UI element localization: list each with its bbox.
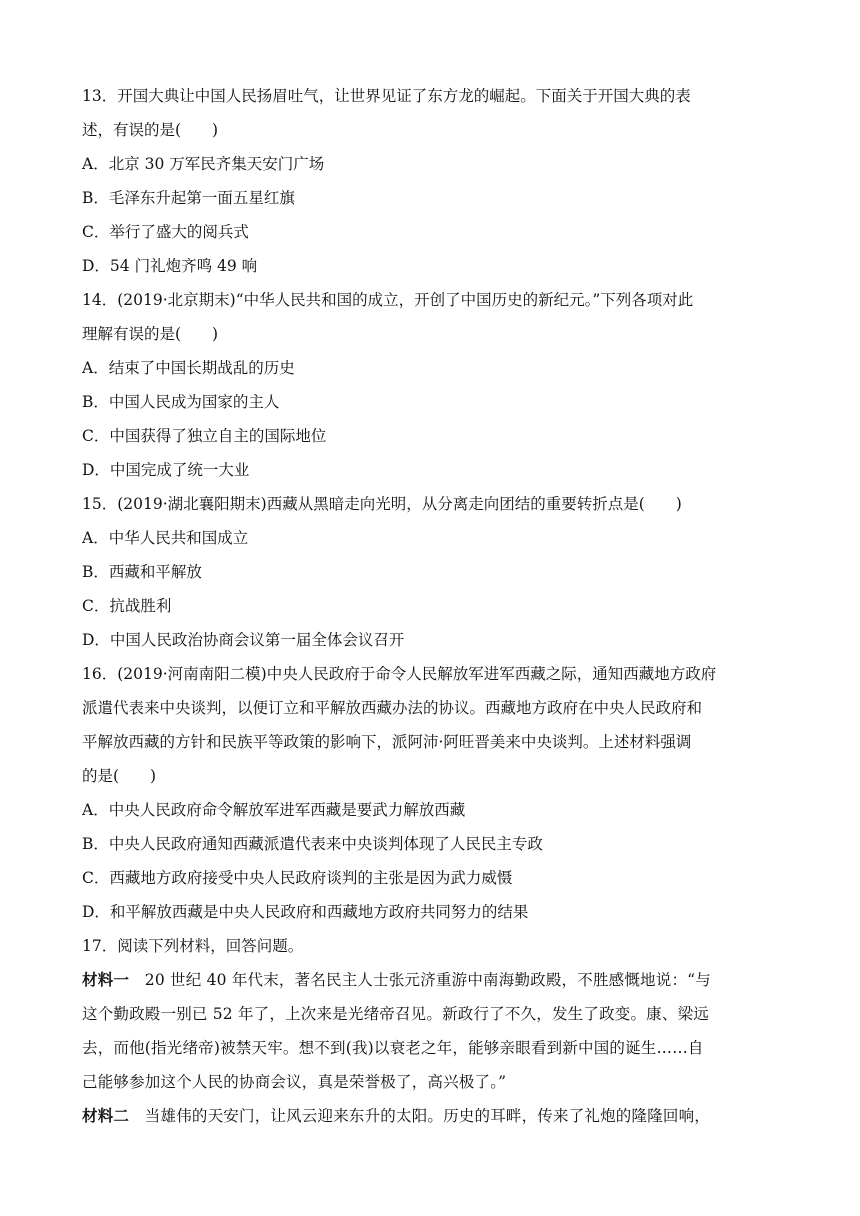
question-16-option-d: D．和平解放西藏是中央人民政府和西藏地方政府共同努力的结果 — [82, 903, 529, 921]
material-1-label: 材料一 — [82, 971, 130, 989]
material-1-line3: 去，而他(指光绪帝)被禁天牢。想不到(我)以衰老之年，能够亲眼看到新中国的诞生……自 — [82, 1039, 704, 1057]
question-15-option-c: C．抗战胜利 — [82, 597, 172, 615]
material-2-label: 材料二 — [82, 1107, 130, 1125]
question-16-option-b: B．中央人民政府通知西藏派遣代表来中央谈判体现了人民民主专政 — [82, 835, 543, 853]
question-16-stem-line4: 的是( ) — [82, 767, 157, 785]
question-14-stem-line1: 14．(2019·北京期末)“中华人民共和国的成立，开创了中国历史的新纪元。”下列各项对此 — [82, 291, 694, 309]
material-2-text-line1: 当雄伟的天安门，让风云迎来东升的太阳。历史的耳畔，传来了礼炮的隆隆回响， — [129, 1107, 711, 1125]
question-14-option-d: D．中国完成了统一大业 — [82, 461, 250, 479]
question-16-stem-line2: 派遣代表来中央谈判，以便订立和平解放西藏办法的协议。西藏地方政府在中央人民政府和 — [82, 699, 703, 717]
question-16-option-c: C．西藏地方政府接受中央人民政府谈判的主张是因为武力威慑 — [82, 869, 513, 887]
question-13-option-b: B．毛泽东升起第一面五星红旗 — [82, 189, 295, 207]
question-13-option-a: A．北京 30 万军民齐集天安门广场 — [82, 155, 325, 173]
question-16-stem-line3: 平解放西藏的方针和民族平等政策的影响下，派阿沛·阿旺晋美来中央谈判。上述材料强调 — [82, 733, 692, 751]
material-1-line2: 这个勤政殿一别已 52 年了，上次来是光绪帝召见。新政行了不久，发生了政变。康、梁远 — [82, 1005, 709, 1023]
material-1-text-line1: 20 世纪 40 年代末，著名民主人士张元济重游中南海勤政殿，不胜感慨地说：“与 — [129, 971, 711, 989]
question-17-stem: 17．阅读下列材料，回答问题。 — [82, 937, 304, 955]
document-page — [82, 79, 782, 1133]
question-14-option-a: A．结束了中国长期战乱的历史 — [82, 359, 295, 377]
question-14-stem-line2: 理解有误的是( ) — [82, 325, 219, 343]
question-15-option-d: D．中国人民政治协商会议第一届全体会议召开 — [82, 631, 405, 649]
material-1-line4: 己能够参加这个人民的协商会议，真是荣誉极了，高兴极了。” — [82, 1073, 507, 1091]
question-13-stem-line1: 13．开国大典让中国人民扬眉吐气，让世界见证了东方龙的崛起。下面关于开国大典的表 — [82, 87, 691, 105]
question-13-option-d: D．54 门礼炮齐鸣 49 响 — [82, 257, 258, 275]
material-2-line1 — [82, 1099, 782, 1133]
question-16-option-a: A．中央人民政府命令解放军进军西藏是要武力解放西藏 — [82, 801, 466, 819]
question-16-stem-line1: 16．(2019·河南南阳二模)中央人民政府于命令人民解放军进军西藏之际，通知西藏地方政府 — [82, 665, 717, 683]
question-14-option-c: C．中国获得了独立自主的国际地位 — [82, 427, 327, 445]
question-15-option-a: A．中华人民共和国成立 — [82, 529, 249, 547]
question-15-option-b: B．西藏和平解放 — [82, 563, 202, 581]
question-13-stem-line2: 述，有误的是( ) — [82, 121, 219, 139]
material-1-line1 — [82, 963, 782, 997]
question-13-option-c: C．举行了盛大的阅兵式 — [82, 223, 249, 241]
question-15-stem-line1: 15．(2019·湖北襄阳期末)西藏从黑暗走向光明，从分离走向团结的重要转折点是( ) — [82, 495, 682, 513]
question-14-option-b: B．中国人民成为国家的主人 — [82, 393, 280, 411]
